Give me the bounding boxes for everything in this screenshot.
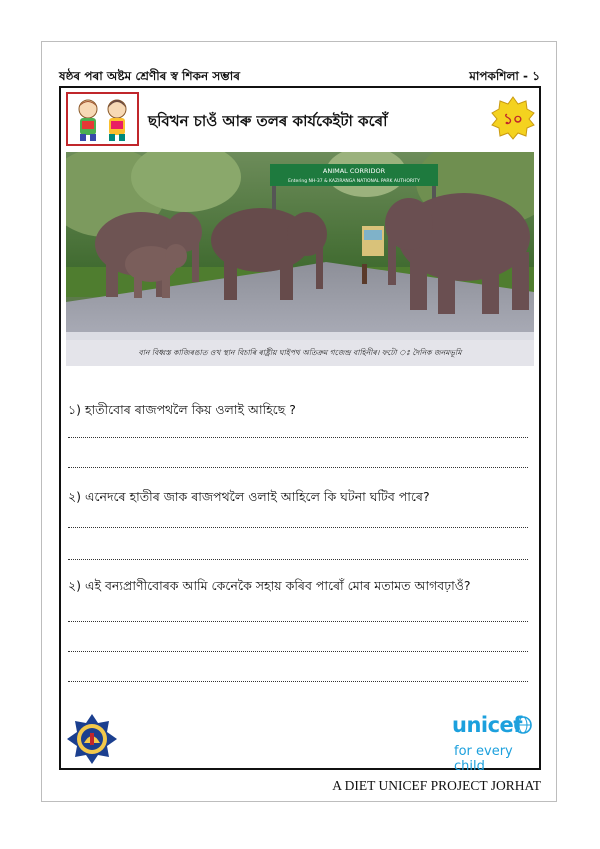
badge-number: ১০ xyxy=(503,110,523,128)
question-2: ২) এনেদৰে হাতীৰ জাক ৰাজপথলৈ ওলাই আহিলে কি ঘটনা ঘটিব পাৰে? xyxy=(68,489,430,504)
diet-emblem-logo xyxy=(66,713,118,765)
children-reading-illustration xyxy=(66,92,139,146)
sign-line2: Entering NH-37 & KAZIRANGA NATIONAL PARK AUTHORITY xyxy=(288,179,420,184)
unicef-globe-icon xyxy=(514,716,532,734)
answer-line-2b[interactable] xyxy=(68,559,528,560)
elephants-crossing-photo xyxy=(66,152,534,366)
unicef-wordmark: unicef xyxy=(452,713,522,737)
unicef-tagline: for every child xyxy=(454,744,513,774)
question-3: ২) এই বন্যপ্ৰাণীবোৰক আমি কেনেকৈ সহায় কৰিব পাৰোঁ মোৰ মতামত আগবঢ়াওঁ? xyxy=(68,578,471,593)
question-1: ১) হাতীবোৰ ৰাজপথলৈ কিয় ওলাই আহিছে ? xyxy=(68,402,296,417)
unicef-logo xyxy=(452,713,534,774)
answer-line-2a[interactable] xyxy=(68,527,528,528)
answer-line-1b[interactable] xyxy=(68,467,528,468)
activity-title: ছবিখন চাওঁ আৰু তলৰ কাৰ্যকেইটা কৰোঁ xyxy=(148,112,388,130)
header-series-title: ষষ্ঠৰ পৰা অষ্টম শ্ৰেণীৰ স্ব শিকন সম্ভাৰ xyxy=(59,69,240,83)
answer-line-3c[interactable] xyxy=(68,681,528,682)
answer-line-1a[interactable] xyxy=(68,437,528,438)
answer-line-3a[interactable] xyxy=(68,621,528,622)
footer-project-credit: A DIET UNICEF PROJECT JORHAT xyxy=(332,778,541,793)
header-worksheet-number: মাপকশিলা - ১ xyxy=(469,69,540,83)
sign-line1: ANIMAL CORRIDOR xyxy=(322,167,386,175)
photo-caption: বান বিধ্বস্ত কাজিৰঙাত ওখ স্থান বিচাৰি ৰাষ্ট্ৰীয় ঘাইপথ অতিক্ৰম গজেন্দ্ৰ বাহিনীৰ। ফটো ঃ দৈনিক জনমভূমি xyxy=(138,348,462,357)
answer-line-3b[interactable] xyxy=(68,651,528,652)
activity-number-badge xyxy=(491,96,535,140)
